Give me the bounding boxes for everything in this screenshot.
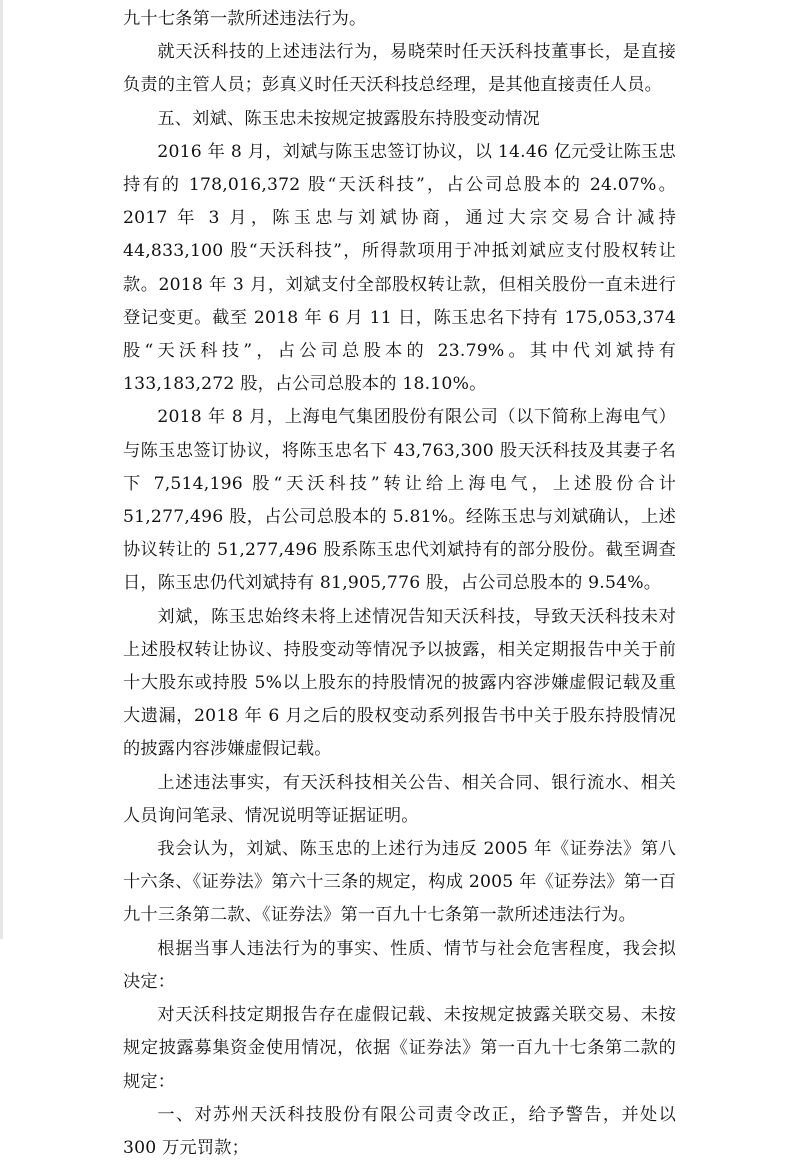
paragraph-nondisclosure: 刘斌，陈玉忠始终未将上述情况告知天沃科技，导致天沃科技未对上述股权转让协议、持股变动等情况予以披露，相关定期报告中关于前十大股东或持股 5%以上股东的持股情况的披露内容涉嫌虚假记载及重大遗漏，2018 年 6 月之后的股权变动系列报告书中关于股东持股情况的披露内容涉嫌虚假记载。 — [123, 606, 676, 760]
paragraph-penalty-1: 一、对苏州天沃科技股份有限公司责令改正，给予警告，并处以 300 万元罚款； — [123, 1104, 676, 1158]
paragraph-evidence: 上述违法事实，有天沃科技相关公告、相关合同、银行流水、相关人员询问笔录、情况说明等证据证明。 — [123, 772, 676, 826]
document-page — [123, 3, 676, 1165]
section-heading-5: 五、刘斌、陈玉忠未按规定披露股东持股变动情况 — [157, 108, 540, 129]
paragraph-continuation: 九十七条第一款所述违法行为。 — [123, 9, 367, 29]
paragraph-2016-agreement: 2016 年 8 月，刘斌与陈玉忠签订协议，以 14.46 亿元受让陈玉忠持有的 178,016,372 股“天沃科技”，占公司总股本的 24.07%。2017 年 3 月，陈玉忠与刘斌协商，通过大宗交易合计减持 44,833,100 股“天沃科技”，所得款项用于冲抵刘斌应支付股权转让款。2018 年 3 月，刘斌支付全部股权转让款，但相关股份一直未进行登记变更。截至 2018 年 6 月 11 日，陈玉忠名下持有 175,053,374 股“天沃科技”，占公司总股本的 23.79%。其中代刘斌持有 133,183,272 股，占公司总股本的 18.10%。 — [123, 141, 676, 395]
page-edge — [0, 0, 3, 939]
paragraph-2018-shanghai-electric: 2018 年 8 月，上海电气集团股份有限公司（以下简称上海电气）与陈玉忠签订协议，将陈玉忠名下 43,763,300 股天沃科技及其妻子名下 7,514,196 股“天沃科技”转让给上海电气，上述股份合计 51,277,496 股，占公司总股本的 5.81%。经陈玉忠与刘斌确认，上述协议转让的 51,277,496 股系陈玉忠代刘斌持有的部分股份。截至调查日，陈玉忠仍代刘斌持有 81,905,776 股，占公司总股本的 9.54%。 — [123, 407, 676, 594]
paragraph-decision-intro: 根据当事人违法行为的事实、性质、情节与社会危害程度，我会拟决定： — [123, 938, 676, 992]
paragraph-responsible-persons: 就天沃科技的上述违法行为，易晓荣时任天沃科技董事长，是直接负责的主管人员；彭真义时任天沃科技总经理，是其他直接责任人员。 — [123, 42, 676, 96]
paragraph-basis: 对天沃科技定期报告存在虚假记载、未按规定披露关联交易、未按规定披露募集资金使用情况，依据《证券法》第一百九十七条第二款的规定： — [123, 1005, 676, 1092]
paragraph-legal-finding: 我会认为，刘斌、陈玉忠的上述行为违反 2005 年《证券法》第八十六条、《证券法》第六十三条的规定，构成 2005 年《证券法》第一百九十三条第二款、《证券法》第一百九十七条第一款所述违法行为。 — [123, 839, 676, 926]
